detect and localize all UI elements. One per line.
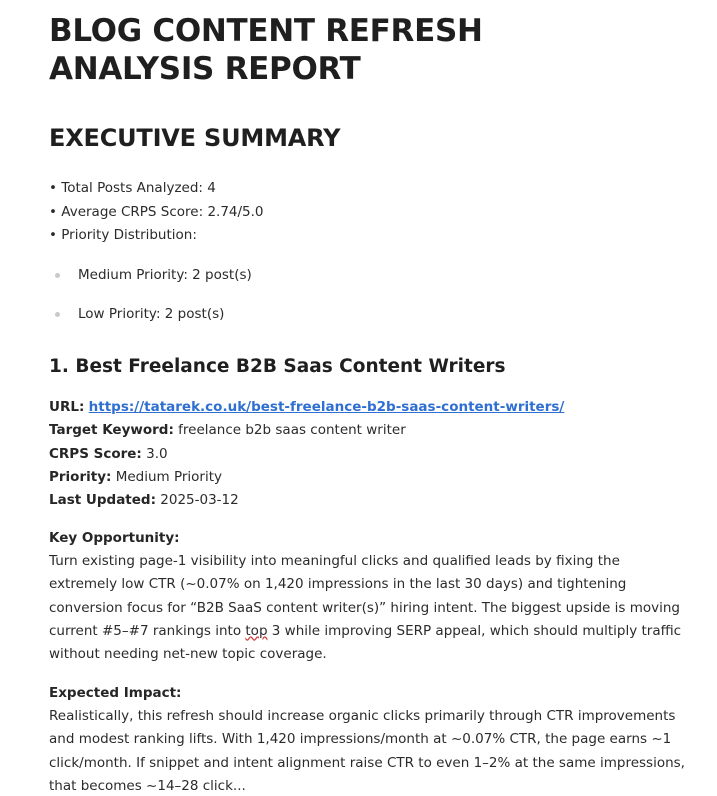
impact-line: click/month. If snippet and intent alignment raise CTR to even 1–2% at the same impressions, <box>49 754 685 771</box>
list-item <box>49 264 252 303</box>
executive-summary-heading: EXECUTIVE SUMMARY <box>49 124 341 152</box>
crps-value: 3.0 <box>141 445 168 462</box>
keyword-label: Target Keyword: <box>49 422 174 439</box>
priority-row <box>49 466 564 489</box>
opportunity-line: Turn existing page-1 visibility into meaningful clicks and qualified leads by fixing the <box>49 553 620 569</box>
key-opportunity-label: Key Opportunity: <box>49 530 180 546</box>
post-metadata <box>49 396 564 512</box>
average-crps-line: • Average CRPS Score: 2.74/5.0 <box>49 203 264 220</box>
last-updated-value: 2025-03-12 <box>155 492 239 509</box>
post-url-link[interactable]: https://tatarek.co.uk/best-freelance-b2b-saas-content-writers/ <box>88 399 565 415</box>
list-item <box>49 303 252 342</box>
post-title: 1. Best Freelance B2B Saas Content Writers <box>49 356 506 377</box>
keyword-value: freelance b2b saas content writer <box>173 422 406 439</box>
expected-impact-label: Expected Impact: <box>49 685 182 701</box>
priority-label: Priority: <box>49 468 112 485</box>
opportunity-line-text: 3 while improving SERP appeal, which should multiply traffic <box>267 622 682 639</box>
opportunity-line-text: current #5–#7 rankings into <box>49 622 246 639</box>
priority-distribution-line: • Priority Distribution: <box>49 227 197 243</box>
last-updated-label: Last Updated: <box>49 492 156 509</box>
bullet-dot-icon <box>55 312 60 317</box>
report-title: BLOG CONTENT REFRESH ANALYSIS REPORT <box>49 13 483 87</box>
url-row <box>49 396 564 419</box>
last-updated-row <box>49 489 564 512</box>
opportunity-line: conversion focus for “B2B SaaS content writer(s)” hiring intent. The biggest upside is moving <box>49 599 680 616</box>
opportunity-line: without needing net-new topic coverage. <box>49 646 327 663</box>
summary-stats <box>49 177 264 248</box>
bullet-dot-icon <box>55 273 60 278</box>
url-label: URL: <box>49 399 85 415</box>
low-priority-count: Low Priority: 2 post(s) <box>78 306 225 322</box>
priority-distribution-list <box>49 264 252 342</box>
crps-row <box>49 443 564 466</box>
crps-label: CRPS Score: <box>49 445 142 462</box>
impact-line: and modest ranking lifts. With 1,420 impressions/month at ~0.07% CTR, the page earns ~1 <box>49 731 672 748</box>
spellcheck-marked-word: top <box>245 622 268 639</box>
keyword-row <box>49 419 564 442</box>
impact-line: Realistically, this refresh should increase organic clicks primarily through CTR improvements <box>49 708 676 724</box>
opportunity-line <box>49 620 682 643</box>
impact-line: that becomes ~14–28 click... <box>49 777 246 794</box>
total-posts-line: • Total Posts Analyzed: 4 <box>49 180 216 196</box>
medium-priority-count: Medium Priority: 2 post(s) <box>78 267 252 283</box>
key-opportunity-text <box>49 550 682 666</box>
expected-impact-text <box>49 705 685 796</box>
priority-value: Medium Priority <box>111 468 223 485</box>
opportunity-line: extremely low CTR (~0.07% on 1,420 impressions in the last 30 days) and tightening <box>49 576 627 593</box>
